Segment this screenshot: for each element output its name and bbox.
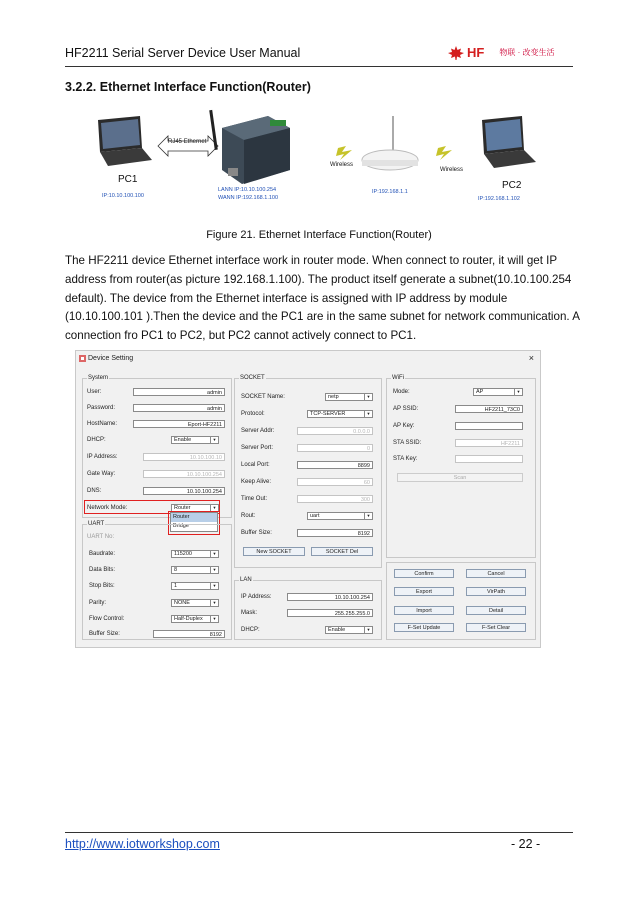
logo-slogan: 物联 · 改变生活 (499, 48, 555, 57)
protocol-value: TCP-SERVER (310, 411, 346, 417)
close-icon[interactable]: × (528, 353, 534, 363)
cancel-button[interactable]: Cancel (466, 569, 526, 578)
chevron-down-icon: ▼ (210, 567, 218, 573)
flow-control-value: Half-Duplex (174, 616, 203, 622)
data-bits-select[interactable] (171, 566, 219, 574)
page-number: - 22 - (511, 837, 541, 851)
data-bits-label: Data Bits: (89, 567, 116, 573)
section-heading: 3.2.2. Ethernet Interface Function(Router) (65, 80, 311, 94)
baudrate-value: 115200 (174, 551, 192, 557)
rout-select[interactable] (307, 512, 373, 520)
laptop-pc2-icon (482, 116, 536, 168)
ap-ssid-label: AP SSID: (393, 406, 419, 412)
scan-button[interactable]: Scan (397, 473, 523, 482)
footer-rule (65, 832, 573, 833)
uart-group (82, 521, 232, 640)
parity-label: Parity: (89, 600, 107, 606)
laptop-pc1-icon (98, 116, 152, 166)
maple-leaf-icon (448, 46, 464, 60)
server-port-label: Server Port: (241, 445, 274, 451)
virpath-button[interactable]: VirPath (466, 587, 526, 596)
document-header-title: HF2211 Serial Server Device User Manual (65, 46, 301, 60)
parity-value: NONE (174, 600, 190, 606)
dns-input[interactable]: 10.10.100.254 (143, 487, 225, 495)
paragraph-line: The HF2211 device Ethernet interface work in router mode. When connect to router, it will get IP (65, 254, 558, 267)
lan-group (234, 577, 382, 640)
local-port-label: Local Port: (241, 462, 270, 468)
wifi-mode-select[interactable] (473, 388, 523, 396)
server-addr-label: Server Addr: (241, 428, 275, 434)
hostname-label: HostName: (87, 421, 118, 427)
wifi-group-title: WiFi (392, 375, 404, 381)
ap-key-input[interactable] (455, 422, 523, 430)
network-diagram (90, 108, 560, 218)
password-input[interactable]: admin (133, 404, 225, 412)
wifi-group (386, 375, 536, 558)
paragraph-line: address from router(as picture 192.168.1.100). The product itself generate a subnet(10.10.100.254 (65, 272, 572, 286)
mask-input[interactable]: 255.255.255.0 (287, 609, 373, 617)
wireless-label-2: Wireless (440, 167, 464, 173)
socket-name-select[interactable] (325, 393, 373, 401)
lan-ip-input[interactable]: 10.10.100.254 (287, 593, 373, 601)
app-icon (79, 355, 86, 362)
parity-select[interactable] (171, 599, 219, 607)
logo-text: HF (467, 45, 485, 60)
password-label: Password: (87, 405, 116, 411)
socket-delete-button[interactable]: SOCKET Del (311, 547, 373, 556)
system-group-title: System (88, 375, 109, 381)
ip-input[interactable]: 10.10.100.10 (143, 453, 225, 461)
wifi-mode-label: Mode: (393, 389, 410, 395)
keep-alive-label: Keep Alive: (241, 479, 272, 485)
uart-group-title: UART (88, 521, 105, 527)
user-input[interactable]: admin (133, 388, 225, 396)
ip-label: IP Address: (87, 454, 118, 460)
dhcp-select-value: Enable (174, 437, 192, 443)
paragraph-line: connection fro PC1 to PC2, but PC2 cannot actively connect to PC1. (65, 329, 417, 343)
pc1-ip-label: IP:10.10.100.100 (102, 193, 144, 199)
stop-bits-label: Stop Bits: (89, 583, 115, 589)
router-ip-label: IP:192.168.1.1 (372, 189, 408, 195)
brand-logo (448, 45, 554, 60)
wann-ip-label: WANN IP:192.168.1.100 (218, 195, 279, 201)
rout-value: uart (310, 513, 320, 519)
dropdown-option-router[interactable]: Router (171, 513, 217, 522)
stop-bits-value: 1 (174, 583, 178, 589)
ap-ssid-input[interactable]: HF2211_73C0 (455, 405, 523, 413)
network-mode-value: Router (174, 505, 191, 511)
paragraph-line: (10.10.100.101 ).Then the device and the PC1 are in the same subnet for network communication. A (65, 310, 580, 324)
protocol-label: Protocol: (241, 411, 265, 417)
import-button[interactable]: Import (394, 606, 454, 615)
flow-control-select[interactable] (171, 615, 219, 623)
mask-label: Mask: (241, 610, 258, 616)
footer-url-link[interactable]: http://www.iotworkshop.com (65, 837, 220, 851)
server-addr-input[interactable]: 0.0.0.0 (297, 427, 373, 435)
chevron-down-icon: ▼ (210, 437, 218, 443)
chevron-down-icon: ▼ (210, 600, 218, 606)
chevron-down-icon: ▼ (364, 411, 372, 417)
socket-buffer-input[interactable]: 8192 (297, 529, 373, 537)
socket-group (234, 375, 382, 568)
keep-alive-input[interactable]: 60 (297, 478, 373, 486)
device-setting-dialog (75, 350, 541, 648)
new-socket-button[interactable]: New SOCKET (243, 547, 305, 556)
rj45-label: RJ45 Ethernet (168, 139, 207, 145)
sta-key-label: STA Key: (393, 456, 418, 462)
pc2-label: PC2 (502, 180, 522, 191)
chevron-down-icon: ▼ (210, 505, 218, 511)
lan-dhcp-select[interactable] (325, 626, 373, 634)
chevron-down-icon: ▼ (364, 513, 372, 519)
export-button[interactable]: Export (394, 587, 454, 596)
serial-server-device-icon (209, 110, 290, 184)
chevron-down-icon: ▼ (364, 627, 372, 633)
rout-label: Rout: (241, 513, 256, 519)
socket-name-value: netp (328, 394, 339, 400)
chevron-down-icon: ▼ (210, 616, 218, 622)
lann-ip-label: LANN IP:10.10.100.254 (218, 187, 277, 193)
uart-no-label: UART No: (87, 534, 115, 540)
timeout-input[interactable]: 300 (297, 495, 373, 503)
data-bits-value: 8 (174, 567, 178, 573)
figure-caption: Figure 21. Ethernet Interface Function(Router) (206, 229, 432, 241)
sta-ssid-label: STA SSID: (393, 440, 422, 446)
socket-buffer-label: Buffer Size: (241, 530, 272, 536)
baudrate-select[interactable] (171, 550, 219, 558)
lan-ip-label: IP Address: (241, 594, 272, 600)
paragraph-line: default). The device from the Ethernet interface is assigned with IP address by module (65, 291, 508, 305)
sta-key-input[interactable] (455, 455, 523, 463)
pc1-label: PC1 (118, 174, 138, 185)
chevron-down-icon: ▼ (210, 583, 218, 589)
server-port-input[interactable]: 0 (297, 444, 373, 452)
system-group (82, 375, 232, 518)
dns-label: DNS: (87, 488, 102, 494)
gateway-input[interactable]: 10.10.100.254 (143, 470, 225, 478)
wireless-label-1: Wireless (330, 162, 354, 168)
baudrate-label: Baudrate: (89, 551, 116, 557)
fset-clear-button[interactable]: F-Set Clear (466, 623, 526, 632)
user-label: User: (87, 389, 102, 395)
socket-name-label: SOCKET Name: (241, 394, 285, 400)
socket-group-title: SOCKET (240, 375, 265, 381)
chevron-down-icon: ▼ (210, 551, 218, 557)
wireless-signal-2-icon (436, 146, 452, 160)
lan-group-title: LAN (240, 577, 252, 583)
wireless-signal-icon (336, 146, 352, 160)
header-rule (65, 66, 573, 67)
fset-update-button[interactable]: F-Set Update (394, 623, 454, 632)
protocol-select[interactable] (307, 410, 373, 418)
gateway-label: Gate Way: (87, 471, 116, 477)
chevron-down-icon: ▼ (514, 389, 522, 395)
detail-button[interactable]: Detail (466, 606, 526, 615)
timeout-label: Time Out: (241, 496, 268, 502)
uart-buffer-input[interactable]: 8192 (153, 630, 225, 638)
chevron-down-icon: ▼ (364, 394, 372, 400)
flow-control-label: Flow Control: (89, 616, 125, 622)
dhcp-select[interactable] (171, 436, 219, 444)
dropdown-option-bridge[interactable]: Bridge (173, 523, 189, 529)
local-port-input[interactable]: 8899 (297, 461, 373, 469)
wireless-router-icon (362, 116, 418, 170)
pc2-ip-label: IP:192.168.1.102 (478, 196, 520, 202)
dialog-title: Device Setting (88, 355, 134, 362)
lan-dhcp-value: Enable (328, 627, 346, 633)
lan-dhcp-label: DHCP: (241, 627, 260, 633)
dhcp-label: DHCP: (87, 437, 106, 443)
uart-buffer-label: Buffer Size: (89, 631, 120, 637)
ap-key-label: AP Key: (393, 423, 415, 429)
network-mode-label: Network Mode: (87, 505, 128, 511)
confirm-button[interactable]: Confirm (394, 569, 454, 578)
sta-ssid-input[interactable]: HF2211 (455, 439, 523, 447)
stop-bits-select[interactable] (171, 582, 219, 590)
hostname-input[interactable]: Eport-HF2211 (133, 420, 225, 428)
body-paragraph (65, 252, 580, 346)
wifi-mode-value: AP (476, 389, 484, 395)
